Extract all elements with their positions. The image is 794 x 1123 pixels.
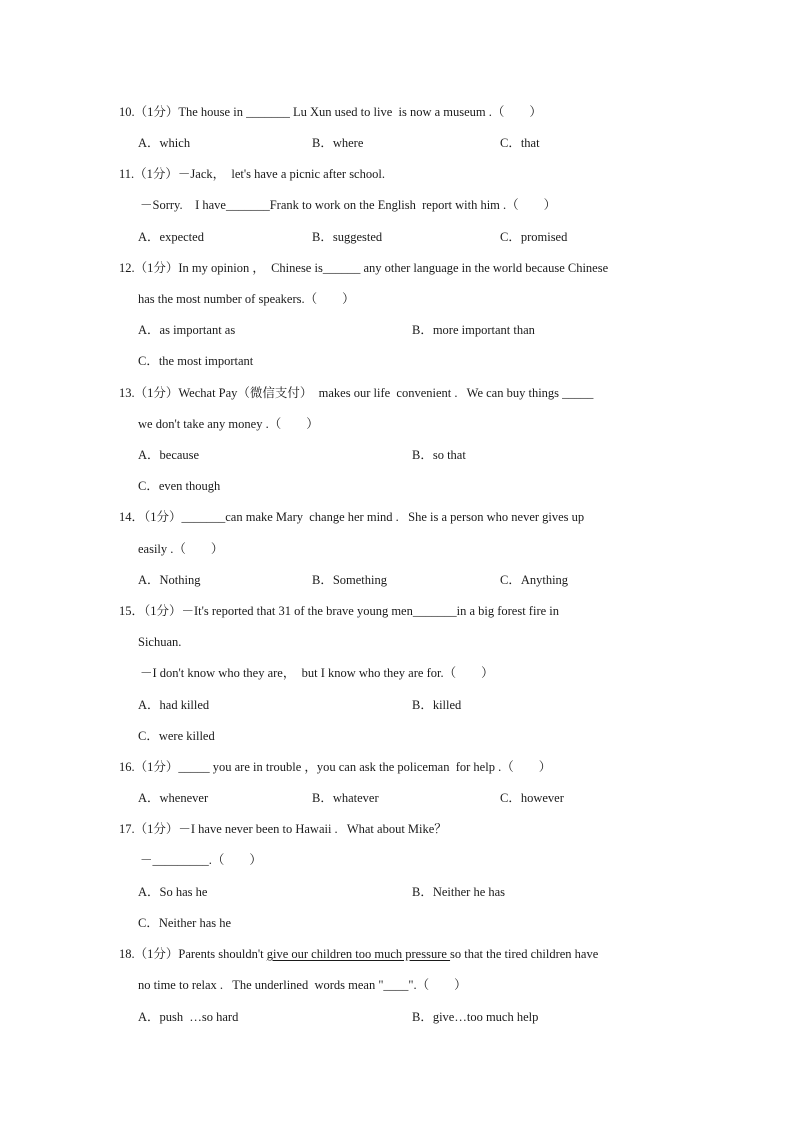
- question-17-option-c: C．Neither has he: [138, 916, 232, 930]
- question-13-option-a: A．because: [138, 448, 200, 462]
- question-18-stem: [119, 946, 674, 962]
- question-18-option-b: B．give…too much help: [412, 1010, 539, 1024]
- question-13-option-c: C．even though: [138, 479, 221, 493]
- question-13-stem: 13.（1分）Wechat Pay（微信支付） makes our life convenient . We can buy things _____: [119, 386, 594, 400]
- question-10-option-b: B．where: [312, 136, 364, 150]
- question-11-stem: 11.（1分）－Jack， let's have a picnic after school.: [119, 167, 385, 181]
- question-12-option-c: C．the most important: [138, 354, 254, 368]
- question-12-option-a: A．as important as: [138, 323, 236, 337]
- question-15-option-a: A．had killed: [138, 698, 210, 712]
- question-18-stem-lead: 18.（1分）Parents shouldn't: [119, 947, 267, 961]
- question-14-option-b: B．Something: [312, 573, 388, 587]
- question-18-stem-tail: so that the tired children have: [450, 947, 599, 961]
- question-10-option-c: C．that: [500, 136, 540, 150]
- question-15-option-b: B．killed: [412, 698, 462, 712]
- question-14-stem-cont: easily .（ ）: [138, 542, 224, 556]
- question-17-option-b: B．Neither he has: [412, 885, 506, 899]
- question-11-option-c: C．promised: [500, 230, 568, 244]
- question-15-option-c: C．were killed: [138, 729, 215, 743]
- question-12-stem-cont: has the most number of speakers.（ ）: [138, 292, 355, 306]
- question-15-stem: 15．（1分）－It's reported that 31 of the brave young men_______in a big forest fire in: [119, 604, 560, 618]
- question-15-reply: －I don't know who they are， but I know who they are for.（ ）: [140, 666, 494, 680]
- question-11-reply: －Sorry. I have_______Frank to work on the English report with him .（ ）: [140, 198, 557, 212]
- question-18-underlined-phrase: give our children too much pressure: [266, 947, 451, 961]
- question-16-option-b: B．whatever: [312, 791, 379, 805]
- question-18-stem-cont: no time to relax . The underlined words mean "____".（ ）: [138, 978, 467, 992]
- question-11-option-a: A．expected: [138, 230, 204, 244]
- question-16-stem: 16.（1分）_____ you are in trouble ，you can ask the policeman for help .（ ）: [119, 760, 552, 774]
- question-17-reply: －_________.（ ）: [140, 853, 262, 867]
- question-16-option-c: C．however: [500, 791, 564, 805]
- question-12-stem: 12.（1分）In my opinion ， Chinese is______ any other language in the world because Chinese: [119, 261, 609, 275]
- question-12-option-b: B．more important than: [412, 323, 535, 337]
- question-14-stem: 14．（1分）_______can make Mary change her mind . She is a person who never gives up: [119, 510, 585, 524]
- question-16-option-a: A．whenever: [138, 791, 209, 805]
- question-13-stem-cont: we don't take any money .（ ）: [138, 417, 319, 431]
- question-10-option-a: A．which: [138, 136, 191, 150]
- question-17-stem: 17.（1分）－I have never been to Hawaii . What about Mike？: [119, 822, 447, 836]
- question-11-option-b: B．suggested: [312, 230, 383, 244]
- question-18-option-a: A．push …so hard: [138, 1010, 239, 1024]
- question-10-stem: 10.（1分）The house in _______ Lu Xun used to live is now a museum .（ ）: [119, 105, 542, 119]
- question-17-option-a: A．So has he: [138, 885, 208, 899]
- question-13-option-b: B．so that: [412, 448, 466, 462]
- question-15-stem-cont: Sichuan.: [138, 635, 182, 649]
- question-14-option-a: A．Nothing: [138, 573, 201, 587]
- question-14-option-c: C．Anything: [500, 573, 569, 587]
